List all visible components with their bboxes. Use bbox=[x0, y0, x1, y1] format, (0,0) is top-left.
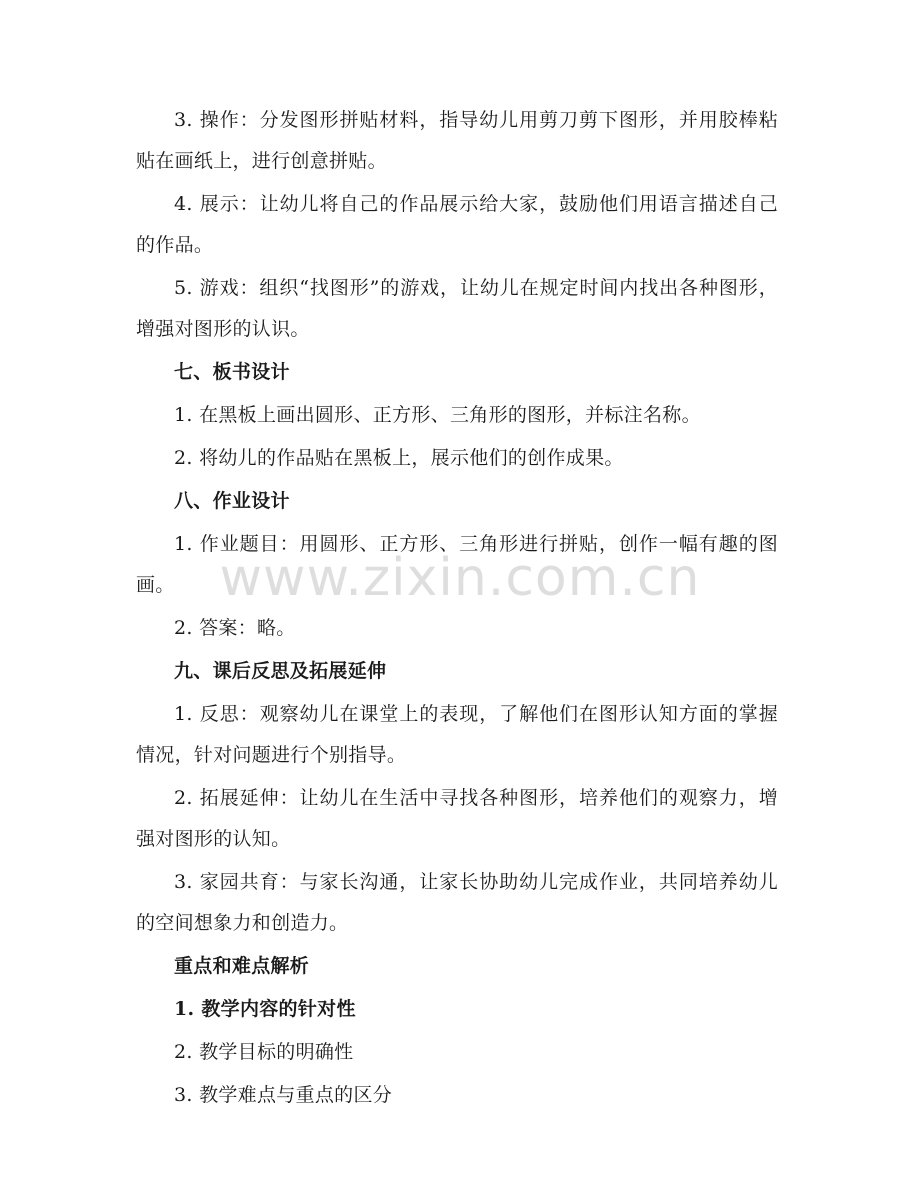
section-heading-homework-design: 八、作业设计 bbox=[174, 490, 290, 512]
paragraph-reflection-item-1: 1. 反思：观察幼儿在课堂上的表现，了解他们在图形认知方面的掌握情况，针对问题进行个别指导。 bbox=[136, 703, 778, 766]
paragraph-homework-item-2: 2. 答案：略。 bbox=[174, 617, 296, 639]
paragraph-blackboard-item-2: 2. 将幼儿的作品贴在黑板上，展示他们的创作成果。 bbox=[174, 447, 624, 469]
key-point-item-3: 3. 教学难点与重点的区分 bbox=[174, 1084, 393, 1106]
section-heading-blackboard-design: 七、板书设计 bbox=[174, 361, 290, 383]
key-point-item-2: 2. 教学目标的明确性 bbox=[174, 1041, 354, 1063]
key-point-item-1: 1. 教学内容的针对性 bbox=[174, 998, 356, 1020]
paragraph-step-4-display: 4. 展示：让幼儿将自己的作品展示给大家，鼓励他们用语言描述自己的作品。 bbox=[136, 193, 778, 256]
paragraph-step-3-operation: 3. 操作：分发图形拼贴材料，指导幼儿用剪刀剪下图形，并用胶棒粘贴在画纸上，进行创意拼贴。 bbox=[136, 109, 778, 172]
paragraph-reflection-item-2: 2. 拓展延伸：让幼儿在生活中寻找各种图形，培养他们的观察力，增强对图形的认知。 bbox=[136, 787, 778, 850]
watermark-text: www.zixin.com.cn bbox=[219, 548, 701, 608]
paragraph-reflection-item-3: 3. 家园共育：与家长沟通，让家长协助幼儿完成作业，共同培养幼儿的空间想象力和创造力。 bbox=[136, 871, 778, 934]
paragraph-homework-item-1: 1. 作业题目：用圆形、正方形、三角形进行拼贴，创作一幅有趣的图画。 bbox=[136, 533, 778, 596]
paragraph-step-5-game: 5. 游戏：组织“找图形”的游戏，让幼儿在规定时间内找出各种图形，增强对图形的认识。 bbox=[136, 277, 778, 340]
section-heading-reflection: 九、课后反思及拓展延伸 bbox=[174, 660, 387, 682]
document-body bbox=[136, 100, 778, 1118]
paragraph-blackboard-item-1: 1. 在黑板上画出圆形、正方形、三角形的图形，并标注名称。 bbox=[174, 404, 701, 426]
section-heading-key-points: 重点和难点解析 bbox=[174, 955, 310, 977]
